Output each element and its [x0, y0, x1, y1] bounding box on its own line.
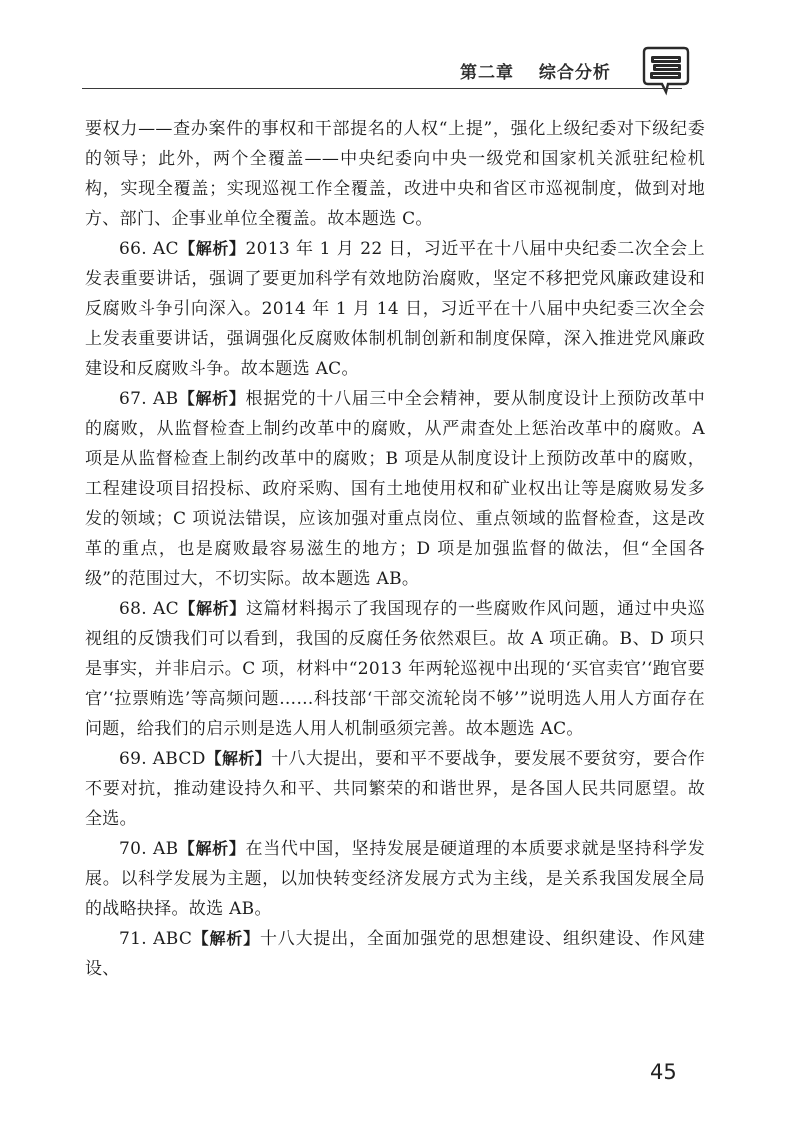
- analysis-tag: 【解析】: [178, 599, 246, 618]
- answer-number: 67. AB: [119, 389, 179, 409]
- paragraph-text: 十八大提出，要和平不要战争，要发展不要贫穷，要合作不要对抗，推动建设持久和平、共同繁荣的和谐世界，是各国人民共同愿望。故全选。: [85, 749, 706, 829]
- page-header: [0, 0, 800, 100]
- answer-number: 66. AC: [119, 239, 179, 259]
- chapter-label: 第二章: [460, 63, 514, 83]
- page-number: 45: [650, 1060, 677, 1084]
- answer-67: [85, 384, 705, 594]
- section-label: 综合分析: [538, 63, 611, 83]
- paragraph-text: 十八大提出，全面加强党的思想建设、组织建设、作风建设、: [85, 929, 705, 979]
- answer-66: [85, 234, 705, 384]
- running-head: [460, 58, 640, 83]
- answer-number: 69. ABCD: [119, 749, 206, 769]
- answer-number: 68. AC: [119, 599, 179, 619]
- answer-71: [85, 924, 705, 984]
- paragraph-text: 2013 年 1 月 22 日，习近平在十八届中央纪委二次全会上发表重要讲话，强调了要更加科学有效地防治腐败，坚定不移把党风廉政建设和反腐败斗争引向深入。2014 年 1 月 14 日，习近平在十八届中央纪委三次全会上发表重要讲话，强调强化反腐败体制机制创新和制度保障，深入推进党风廉政建设和反腐败斗争。故本题选 AC。: [85, 239, 705, 379]
- answer-68: [85, 594, 705, 744]
- answer-69: [85, 744, 705, 834]
- paragraph-text: 要权力——查办案件的事权和干部提名的人权“上提”，强化上级纪委对下级纪委的领导；此外，两个全覆盖——中央纪委向中央一级党和国家机关派驻纪检机构，实现全覆盖；实现巡视工作全覆盖，改进中央和省区市巡视制度，做到对地方、部门、企事业单位全覆盖。故本题选 C。: [85, 119, 705, 229]
- analysis-tag: 【解析】: [178, 239, 246, 258]
- page-body: [85, 114, 705, 984]
- answer-number: 71. ABC: [119, 929, 193, 949]
- paragraph-continued: [85, 114, 705, 234]
- analysis-tag: 【解析】: [192, 929, 260, 948]
- paragraph-text: 根据党的十八届三中全会精神，要从制度设计上预防改革中的腐败，从监督检查上制约改革中的腐败，从严肃查处上惩治改革中的腐败。A 项是从监督检查上制约改革中的腐败；B 项是从制度设计上预防改革中的腐败，工程建设项目招投标、政府采购、国有土地使用权和矿业权出让等是腐败易发多发的领域；C 项说法错误，应该加强对重点岗位、重点领域的监督检查，这是改革的重点，也是腐败最容易滋生的地方；D 项是加强监督的做法，但“全国各级”的范围过大，不切实际。故本题选 AB。: [85, 389, 705, 589]
- paragraph-text: 在当代中国，坚持发展是硬道理的本质要求就是坚持科学发展。以科学发展为主题，以加快转变经济发展方式为主线，是关系我国发展全局的战略抉择。故选 AB。: [85, 839, 705, 919]
- paragraph-text: 这篇材料揭示了我国现存的一些腐败作风问题，通过中央巡视组的反馈我们可以看到，我国的反腐任务依然艰巨。故 A 项正确。B、D 项只是事实，并非启示。C 项，材料中“2013 年两轮巡视中出现的‘买官卖官’‘跑官要官’‘拉票贿选’等高频问题……科技部‘干部交流轮岗不够’”说明选人用人方面存在问题，给我们的启示则是选人用人机制亟须完善。故本题选 AC。: [85, 599, 706, 739]
- analysis-tag: 【解析】: [178, 389, 246, 408]
- answer-number: 70. AB: [119, 839, 179, 859]
- header-rule: [82, 88, 682, 89]
- analysis-tag: 【解析】: [205, 749, 272, 768]
- answer-70: [85, 834, 705, 924]
- analysis-tag: 【解析】: [178, 839, 246, 858]
